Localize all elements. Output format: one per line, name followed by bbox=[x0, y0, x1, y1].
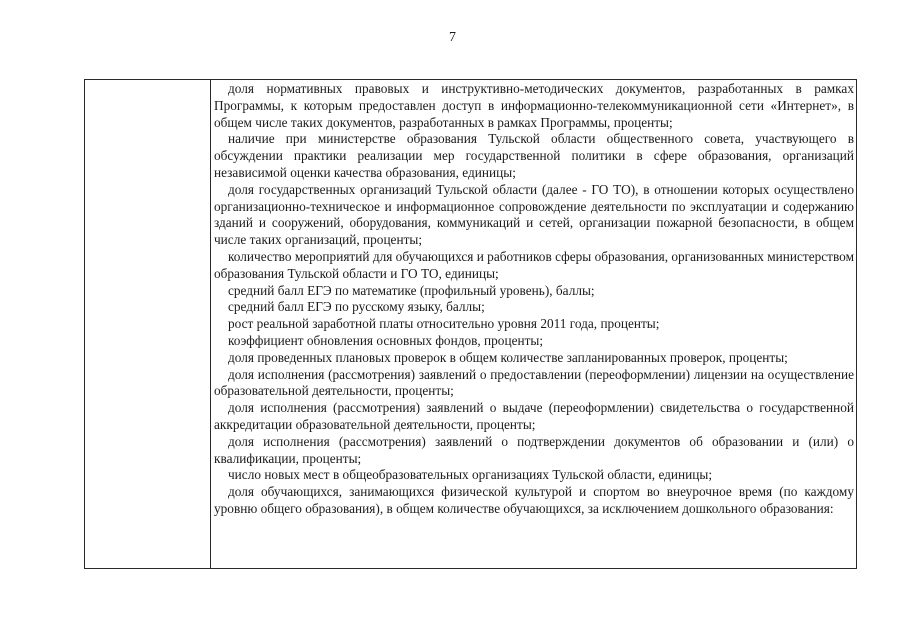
indicator-paragraph: количество мероприятий для обучающихся и работников сферы образования, организованных министерством образования Тульской области и ГО ТО, единицы; bbox=[214, 248, 854, 281]
indicator-paragraph: доля исполнения (рассмотрения) заявлений о предоставлении (переоформлении) лицензии на осуществление образовательной деятельности, проценты; bbox=[214, 366, 854, 399]
indicator-paragraph: рост реальной заработной платы относительно уровня 2011 года, проценты; bbox=[228, 316, 660, 332]
indicator-paragraph: средний балл ЕГЭ по математике (профильный уровень), баллы; bbox=[228, 282, 595, 298]
indicator-paragraph: наличие при министерстве образования Тульской области общественного совета, участвующего в обсуждении практики реализации мер государственной политики в сфере образования, организаций независимой оценки качества образования, единицы; bbox=[214, 131, 854, 180]
indicator-paragraph: число новых мест в общеобразовательных организациях Тульской области, единицы; bbox=[228, 467, 713, 483]
indicator-paragraph: доля исполнения (рассмотрения) заявлений о выдаче (переоформлении) свидетельства о государственной аккредитации образовательной деятельности, проценты; bbox=[214, 400, 854, 432]
indicator-paragraph: средний балл ЕГЭ по русскому языку, баллы; bbox=[228, 299, 485, 315]
indicator-paragraph: доля исполнения (рассмотрения) заявлений о подтверждении документов об образовании и (или) о квалификации, проценты; bbox=[214, 433, 854, 466]
column-divider bbox=[210, 80, 211, 568]
indicator-paragraph: доля обучающихся, занимающихся физической культурой и спортом во внеурочное время (по каждому уровню общего образования), в общем количестве обучающихся, за исключением дошкольного образования: bbox=[214, 484, 854, 516]
indicators-table bbox=[84, 79, 857, 569]
indicator-paragraph: доля проведенных плановых проверок в общем количестве запланированных проверок, проценты; bbox=[228, 349, 788, 365]
indicator-paragraph: доля нормативных правовых и инструктивно-методических документов, разработанных в рамках Программы, к которым предоставлен доступ в информационно-телекоммуникационной сети «Интернет», в общем числе таких документов, разработанных в рамках Программы, проценты; bbox=[214, 81, 854, 130]
page-number: 7 bbox=[449, 30, 456, 45]
indicator-paragraph: коэффициент обновления основных фондов, проценты; bbox=[228, 332, 544, 348]
indicator-paragraph: доля государственных организаций Тульской области (далее - ГО ТО), в отношении которых осуществлено организационно-техническое и информационное сопровождение деятельности по эксплуатации и содержанию зданий и сооружений, оборудования, коммуникаций и сетей, организации пожарной безопасности, в общем числе таких организаций, проценты; bbox=[214, 181, 854, 248]
indicators-text-cell bbox=[214, 81, 854, 518]
